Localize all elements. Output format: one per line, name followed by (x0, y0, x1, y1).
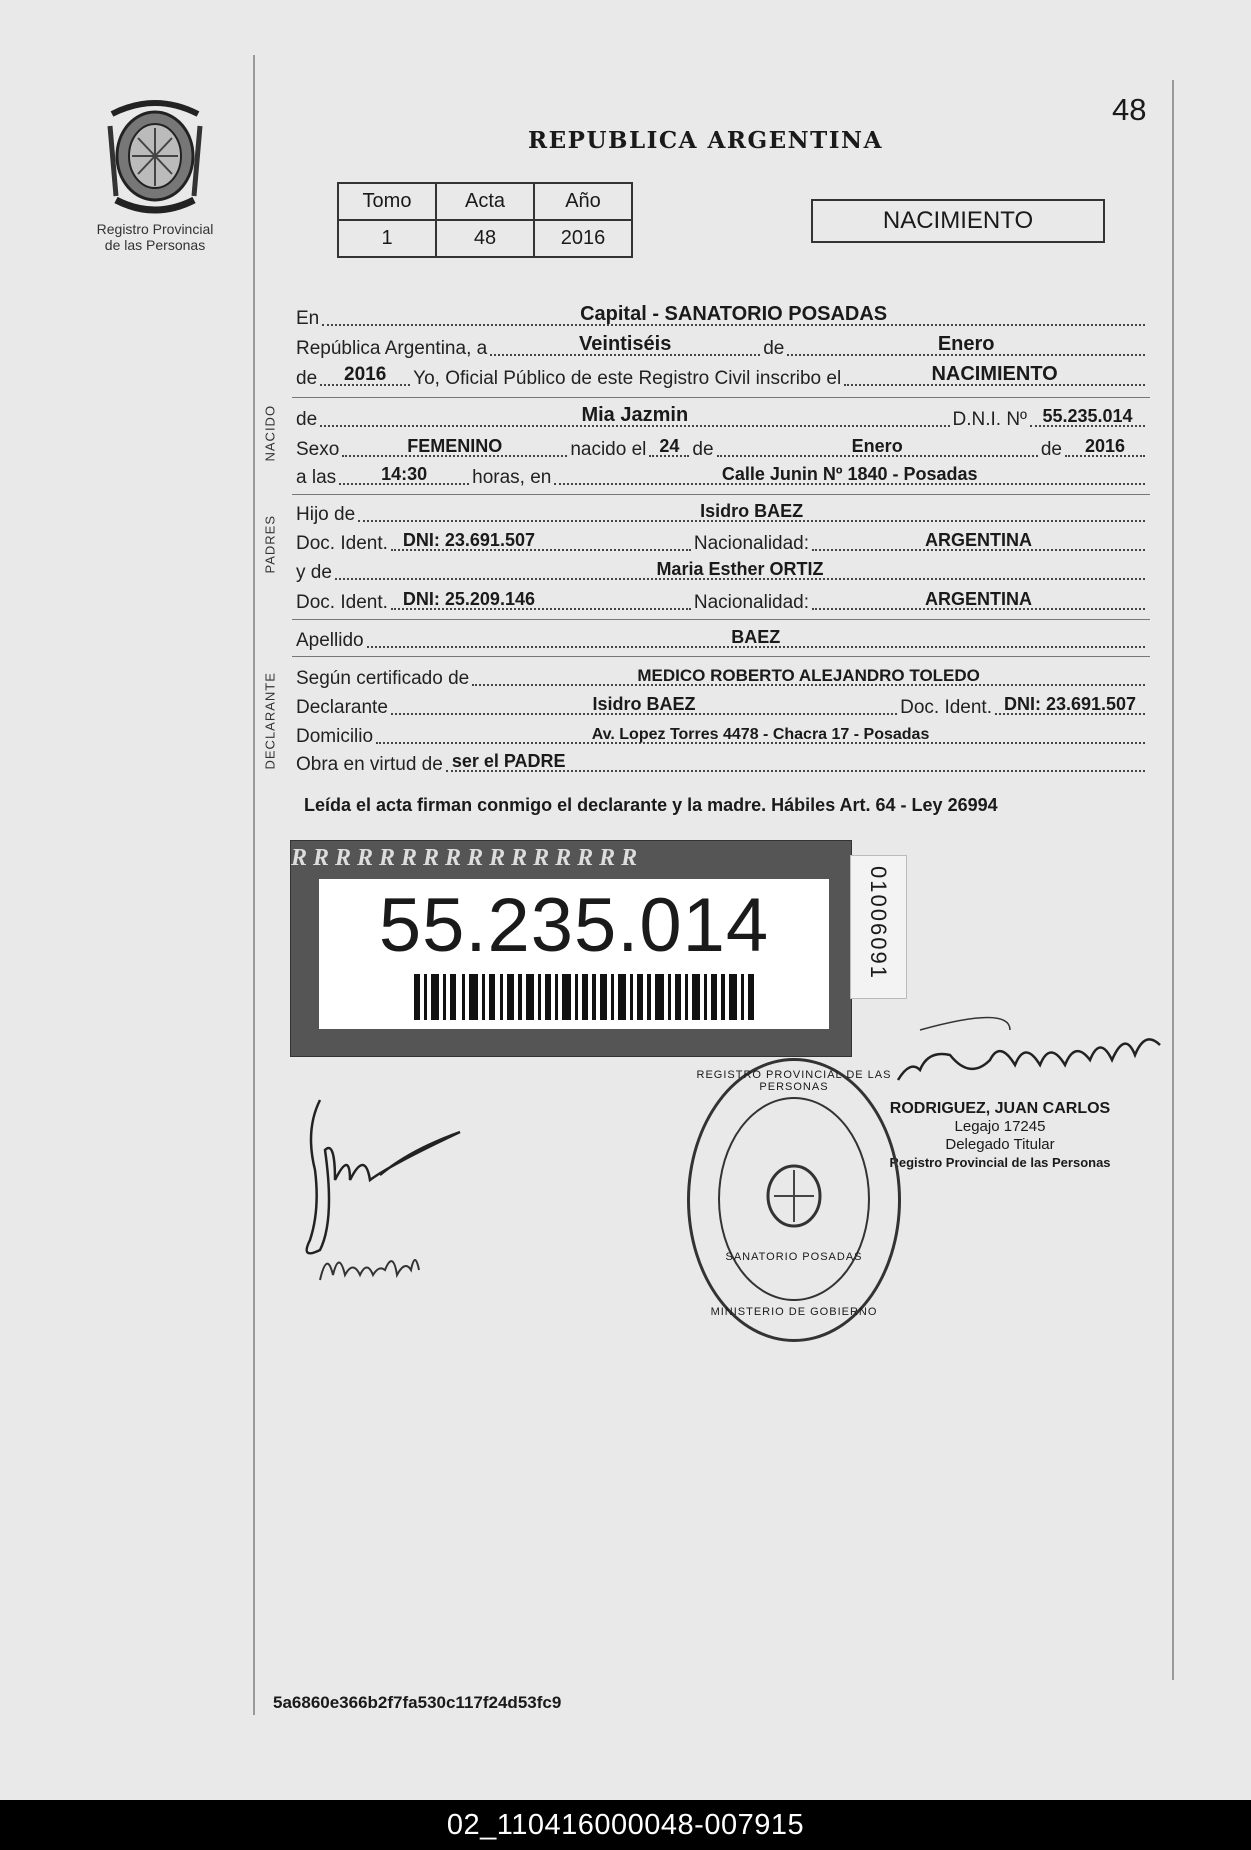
value-tipo: NACIMIENTO (931, 363, 1058, 385)
seal-emblem (758, 1156, 830, 1236)
row-madre-doc (296, 584, 1148, 614)
value-nac-anio: 2016 (1084, 436, 1126, 456)
label-decl-doc: Doc. Ident. (900, 697, 992, 718)
label-dni: D.N.I. Nº (952, 409, 1027, 430)
label-oficial: Yo, Oficial Público de este Registro Civil inscribo el (413, 368, 842, 389)
value-madre-doc: DNI: 25.209.146 (402, 589, 535, 609)
security-pattern: RRRRRRRRRRRRRRRR (291, 845, 644, 871)
row-republica (296, 330, 1148, 360)
label-horas-en: horas, en (472, 467, 552, 488)
image-id: 02_110416000048-007915 (446, 1809, 805, 1841)
field-madre (335, 556, 1145, 580)
value-obra: ser el PADRE (451, 751, 566, 771)
label-declarante: Declarante (296, 697, 388, 718)
field-decl-doc (995, 691, 1145, 715)
official-name: RODRIGUEZ, JUAN CARLOS (889, 1100, 1111, 1117)
value-nac-dia: 24 (659, 436, 680, 456)
seal-outer-text: REGISTRO PROVINCIAL DE LAS PERSONAS (696, 1069, 892, 1093)
table-header-tomo: Tomo (338, 183, 436, 220)
label-nac-de2: de (1040, 439, 1062, 460)
label-madre-nacionalidad: Nacionalidad: (693, 592, 810, 613)
value-anio: 2016 (344, 364, 387, 385)
field-tipo (844, 362, 1145, 386)
barcode-serial-tab (850, 855, 907, 999)
section-divider-declarante (292, 656, 1150, 657)
value-nombre: Mia Jazmin (581, 404, 689, 426)
field-obra (446, 748, 1145, 772)
dni-barcode-label (290, 840, 852, 1057)
value-hora: 14:30 (381, 464, 428, 484)
side-label-padres: PADRES (262, 515, 278, 574)
value-padre-doc: DNI: 23.691.507 (402, 530, 535, 550)
row-oficial (296, 360, 1148, 390)
field-certificado (472, 662, 1145, 686)
value-apellido: BAEZ (731, 627, 781, 647)
row-sexo (296, 431, 1148, 461)
page-number: 48 (1112, 92, 1147, 127)
label-de-anio: de (296, 368, 318, 389)
image-id-bar (0, 1800, 1251, 1850)
label-padre-nacionalidad: Nacionalidad: (693, 533, 810, 554)
field-apellido (367, 624, 1145, 648)
label-madre-doc: Doc. Ident. (296, 592, 388, 613)
table-value-tomo: 1 (338, 220, 436, 257)
row-domicilio (296, 718, 1148, 748)
barcode-serial: 01006091 (866, 866, 891, 980)
document-title: REPUBLICA ARGENTINA (528, 127, 883, 154)
row-certificado (296, 660, 1148, 690)
section-divider-padres (292, 494, 1150, 495)
table-header-acta: Acta (436, 183, 534, 220)
label-y-de: y de (296, 562, 332, 583)
label-certificado: Según certificado de (296, 668, 470, 689)
label-de-nombre: de (296, 409, 318, 430)
label-sexo: Sexo (296, 439, 340, 460)
row-en (296, 300, 1148, 330)
label-republica: República Argentina, a (296, 338, 488, 359)
official-organismo: Registro Provincial de las Personas (889, 1155, 1111, 1170)
field-dia (490, 332, 760, 356)
field-madre-nacionalidad (812, 586, 1145, 610)
label-domicilio: Domicilio (296, 726, 374, 747)
field-nac-mes (717, 433, 1038, 457)
logo-caption (80, 221, 230, 253)
value-domicilio: Av. Lopez Torres 4478 - Chacra 17 - Posadas (591, 726, 930, 743)
value-madre: Maria Esther ORTIZ (656, 559, 824, 579)
province-emblem (102, 96, 208, 216)
field-madre-doc (391, 586, 691, 610)
official-legajo: Legajo 17245 (954, 1118, 1046, 1135)
barcode-panel (319, 879, 829, 1029)
value-lugar-registro: Capital - SANATORIO POSADAS (580, 303, 888, 325)
value-dia: Veintiséis (579, 333, 672, 355)
value-madre-nacionalidad: ARGENTINA (925, 589, 1033, 609)
field-mes (787, 332, 1145, 356)
label-nac-de: de (692, 439, 714, 460)
field-nac-dia (649, 433, 689, 457)
row-declarante (296, 689, 1148, 719)
field-declarante (391, 691, 897, 715)
field-domicilio (376, 720, 1145, 744)
field-padre-doc (391, 527, 691, 551)
field-sexo (342, 433, 567, 457)
logo-caption-line2: de las Personas (104, 237, 206, 253)
label-apellido: Apellido (296, 630, 364, 651)
section-divider-apellido (292, 619, 1150, 620)
record-type-box: NACIMIENTO (811, 199, 1105, 243)
field-dni (1030, 403, 1145, 427)
right-margin-line (1172, 80, 1174, 1680)
row-nombre (296, 401, 1148, 431)
row-hijo (296, 496, 1148, 526)
label-en: En (296, 308, 320, 329)
label-nacido-el: nacido el (570, 439, 647, 460)
field-hora (339, 461, 469, 485)
side-label-declarante: DECLARANTE (262, 672, 278, 770)
value-lugar-nacimiento: Calle Junin Nº 1840 - Posadas (721, 464, 978, 484)
label-obra: Obra en virtud de (296, 754, 443, 775)
logo-caption-line1: Registro Provincial (96, 221, 214, 237)
field-anio (320, 362, 410, 386)
value-mes: Enero (937, 333, 995, 355)
official-seal (687, 1058, 901, 1342)
mother-signature (315, 1230, 425, 1290)
field-nombre (320, 403, 949, 427)
row-obra (296, 746, 1148, 776)
observation-text: Leída el acta firman conmigo el declarante y la madre. Hábiles Art. 64 - Ley 26994 (304, 795, 998, 815)
seal-inner-text: SANATORIO POSADAS (725, 1251, 863, 1263)
register-table (337, 182, 633, 258)
value-declarante: Isidro BAEZ (592, 694, 696, 714)
value-padre: Isidro BAEZ (700, 501, 804, 521)
value-padre-nacionalidad: ARGENTINA (925, 530, 1033, 550)
field-padre (358, 498, 1145, 522)
row-apellido (296, 622, 1148, 652)
row-hora (296, 459, 1148, 489)
barcode-number: 55.235.014 (378, 883, 770, 968)
side-label-nacido: NACIDO (262, 404, 278, 462)
section-divider-nacido (292, 397, 1150, 398)
table-value-acta: 48 (436, 220, 534, 257)
value-decl-doc: DNI: 23.691.507 (1003, 694, 1137, 714)
field-nac-anio (1065, 433, 1145, 457)
value-certificado: MEDICO ROBERTO ALEJANDRO TOLEDO (637, 666, 980, 685)
row-padre-doc (296, 525, 1148, 555)
row-madre (296, 554, 1148, 584)
document-hash: 5a6860e366b2f7fa530c117f24d53fc9 (273, 1693, 562, 1712)
left-margin-line (253, 55, 255, 1715)
table-value-anio: 2016 (534, 220, 632, 257)
official-cargo: Delegado Titular (945, 1136, 1055, 1153)
table-header-anio: Año (534, 183, 632, 220)
label-padre-doc: Doc. Ident. (296, 533, 388, 554)
field-lugar-nacimiento (554, 461, 1145, 485)
seal-bottom-text: MINISTERIO DE GOBIERNO (710, 1306, 878, 1318)
field-padre-nacionalidad (812, 527, 1145, 551)
field-lugar-registro (322, 302, 1145, 326)
barcode-bars (414, 974, 754, 1020)
label-de-mes: de (763, 338, 785, 359)
value-nac-mes: Enero (851, 436, 903, 456)
official-block (860, 1100, 1140, 1172)
value-dni: 55.235.014 (1042, 406, 1133, 426)
value-sexo: FEMENINO (407, 436, 503, 456)
label-hijo-de: Hijo de (296, 504, 356, 525)
label-alas: a las (296, 467, 337, 488)
